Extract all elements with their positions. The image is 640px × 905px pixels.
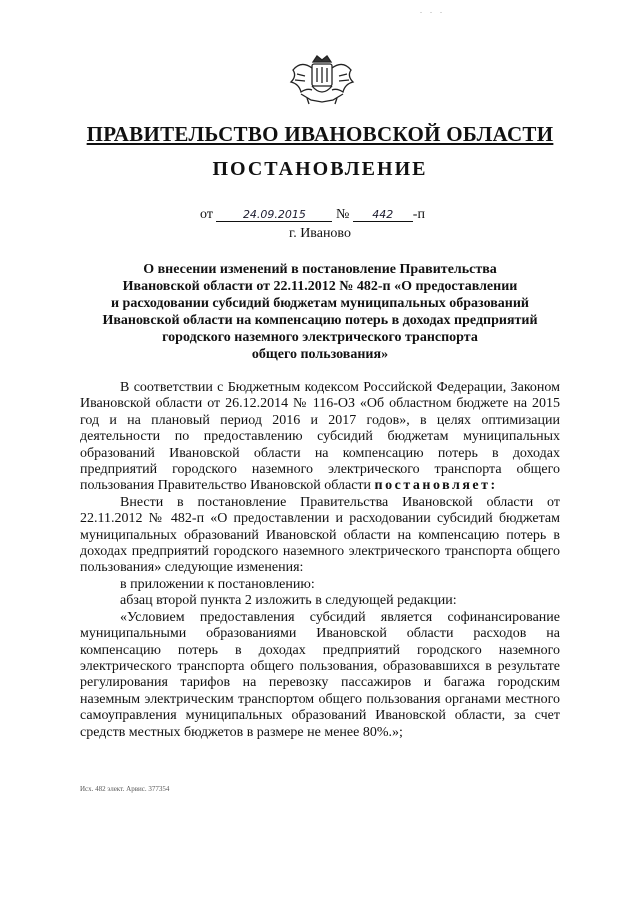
subject-line: общего пользования» xyxy=(251,347,389,362)
subject-line: и расходовании субсидий бюджетам муниципальных образований xyxy=(110,296,529,311)
appendix-paragraph: в приложении к постановлению: xyxy=(120,576,315,592)
coat-of-arms-icon xyxy=(287,54,357,106)
date-prefix: от xyxy=(200,207,213,222)
subject-line: О внесении изменений в постановление Правительства xyxy=(143,262,497,277)
date-number-line xyxy=(200,207,425,223)
amendment-paragraph: Внести в постановление Правительства Ивановской области от 22.11.2012 № 482-п «О предоставлении и расходовании субсидий бюджетам муниципальных образований Ивановской области на компенсацию потерь в доходах предприятий городского наземного электрического транспорта общего пользования» следующие изменения: xyxy=(80,494,560,576)
preamble-paragraph xyxy=(80,380,560,495)
subject-line: Ивановской области от 22.11.2012 № 482-п «О предоставлении xyxy=(122,279,518,294)
subject-line: городского наземного электрического транспорта xyxy=(162,330,478,345)
document-subject xyxy=(80,261,560,363)
new-wording-paragraph: «Условием предоставления субсидий является софинансирование муниципальными образованиями Ивановской области расходов на компенсацию потерь в доходах предприятий городского наземного электрического транспорта общего пользования, образовавшихся в результате регулирования тарифов на перевозку пассажиров и багажа городским наземным электрическим транспортом общего пользования органами местного самоуправления муниципальных образований Ивановской области, за счет средств местных бюджетов в размере не менее 80%.»; xyxy=(80,609,560,740)
document-body xyxy=(80,380,560,741)
city: г. Иваново xyxy=(289,226,351,241)
file-reference: Исх. 482 элект. Арвис. 377354 xyxy=(80,785,170,793)
number-suffix: -п xyxy=(412,207,425,222)
government-title: ПРАВИТЕЛЬСТВО ИВАНОВСКОЙ ОБЛАСТИ xyxy=(86,122,554,146)
clause-paragraph: абзац второй пункта 2 изложить в следующей редакции: xyxy=(120,593,457,609)
number-sign: № xyxy=(335,207,350,222)
handwritten-number: 442 xyxy=(353,208,413,222)
handwritten-date: 24.09.2015 xyxy=(216,208,332,222)
preamble-text: В соответствии с Бюджетным кодексом Российской Федерации, Законом Ивановской области от 26.12.2014 № 116-ОЗ «Об областном бюджете на 2015 год и на плановый период 2016 и 2017 годов», в целях оптимизации деятельности по предоставлению субсидий бюджетам муниципальных образований Ивановской области на компенсацию потерь в доходах предприятий городского наземного электрического транспорта общего пользования Правительство Ивановской области xyxy=(80,380,560,494)
document-type: ПОСТАНОВЛЕНИЕ xyxy=(212,158,428,180)
scan-dots: . . . xyxy=(420,6,445,15)
resolves-word: постановляет: xyxy=(374,478,498,494)
subject-line: Ивановской области на компенсацию потерь в доходах предприятий xyxy=(102,313,538,328)
